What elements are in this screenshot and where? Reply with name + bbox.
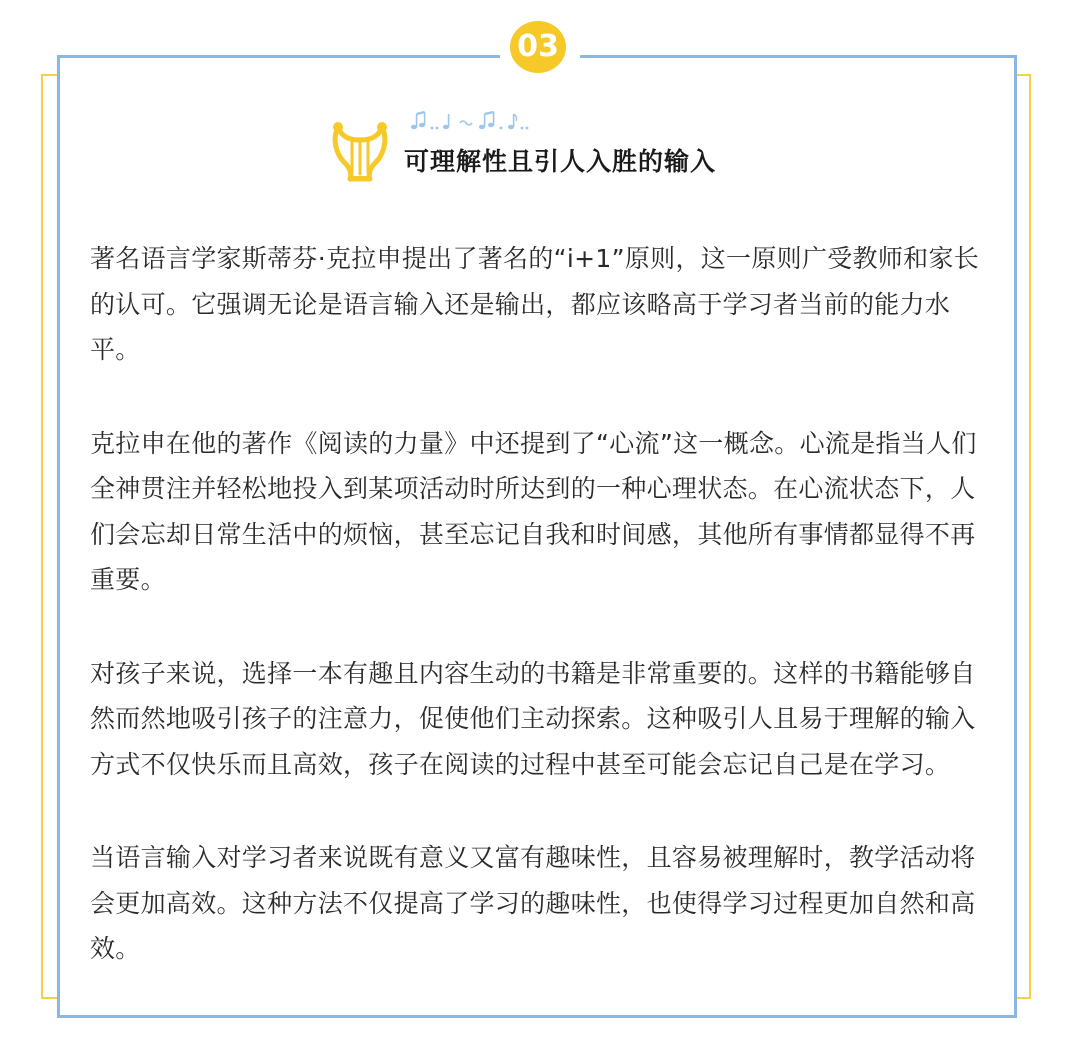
paragraph: 当语言输入对学习者来说既有意义又富有趣味性，且容易被理解时，教学活动将会更加高效。这种方法不仅提高了学习的趣味性，也使得学习过程更加自然和高效。	[90, 843, 976, 963]
section-title: 可理解性且引人入胜的输入	[404, 147, 717, 176]
harp-icon	[328, 116, 392, 182]
paragraph: 克拉申在他的著作《阅读的力量》中还提到了“心流”这一概念。心流是指当人们全神贯注并轻松地投入到某项活动时所达到的一种心理状态。在心流状态下，人们会忘却日常生活中的烦恼，甚至忘记自我和时间感，其他所有事情都显得不再重要。	[90, 428, 977, 594]
section-number-badge: 03	[510, 21, 566, 73]
paragraph: 对孩子来说，选择一本有趣且内容生动的书籍是非常重要的。这样的书籍能够自然而然地吸引孩子的注意力，促使他们主动探索。这种吸引人且易于理解的输入方式不仅快乐而且高效，孩子在阅读的过程中甚至可能会忘记自己是在学习。	[90, 658, 976, 779]
section-heading	[328, 108, 788, 184]
paragraph: 著名语言学家斯蒂芬·克拉申提出了著名的“i+1”原则，这一原则广受教师和家长的认可。它强调无论是语言输入还是输出，都应该略高于学习者当前的能力水平。	[90, 244, 980, 364]
article-body	[90, 236, 990, 1020]
music-notes-icon	[408, 108, 548, 132]
